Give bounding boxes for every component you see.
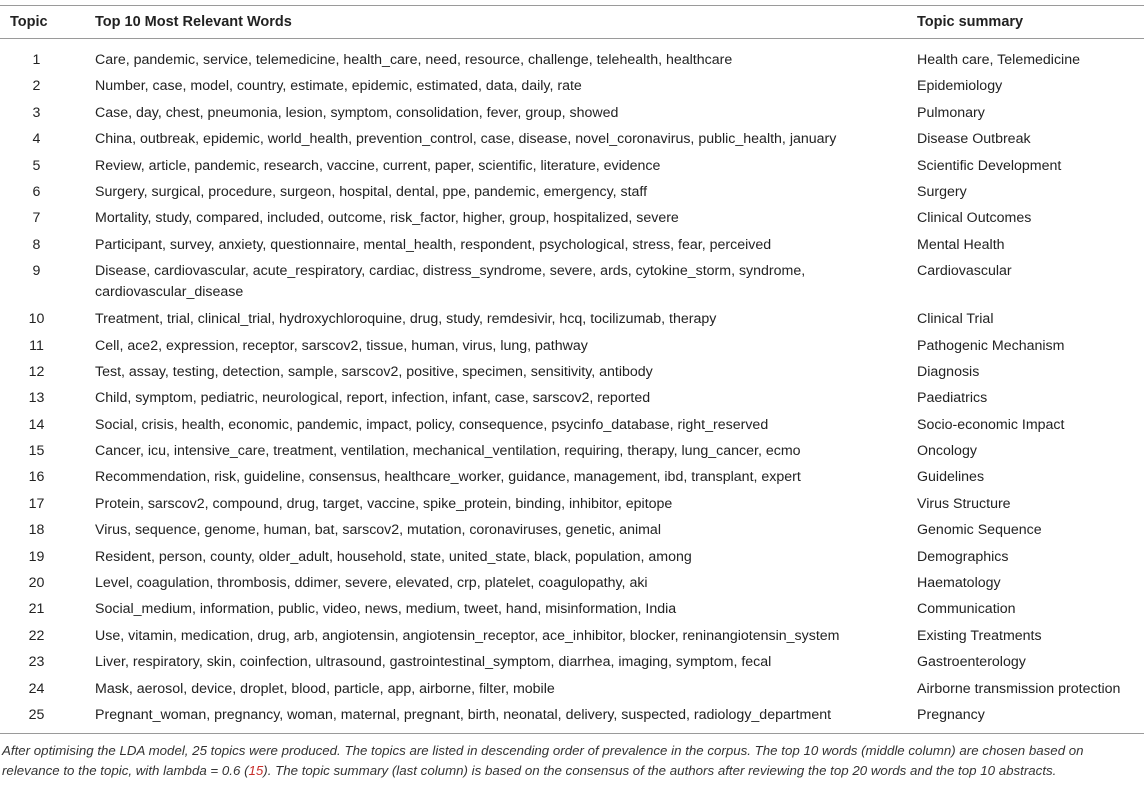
footnote-text-start: After optimising the LDA model, 25 topics were produced. The topics are listed in descending order of prevalence in the corpus. The top 10 words (middle column) are chosen based on relevance to the topic, with lambda = 0.6 (: [2, 743, 1084, 778]
topic-number-cell: 17: [28, 495, 45, 512]
header-row: [0, 6, 1144, 39]
topic-number-cell: 5: [32, 157, 41, 174]
top-words-cell: Cancer, icu, intensive_care, treatment, ventilation, mechanical_ventilation, requiring, therapy, lung_cancer, ecmo: [95, 443, 801, 460]
top-words-cell: Mortality, study, compared, included, outcome, risk_factor, higher, group, hospitalized, severe: [95, 210, 679, 227]
topic-number-cell: 4: [32, 131, 41, 148]
topic-summary-cell: Disease Outbreak: [917, 131, 1031, 148]
topic-summary-cell: Clinical Trial: [917, 311, 994, 328]
table-row: [0, 232, 1144, 258]
table-row: [0, 702, 1144, 734]
topic-summary-cell: Airborne transmission protection: [917, 680, 1121, 697]
topic-summary-cell: Diagnosis: [917, 363, 980, 380]
topic-number-cell: 11: [29, 337, 44, 354]
topic-summary-cell: Pregnancy: [917, 702, 1144, 734]
table-row: [0, 385, 1144, 411]
topic-number-cell: 2: [32, 78, 41, 95]
topic-number-cell: 14: [28, 416, 45, 433]
topic-summary-cell: Cardiovascular: [917, 263, 1012, 280]
table-row: [0, 333, 1144, 359]
topic-number-cell: 1: [32, 52, 41, 68]
footnote-reference-link[interactable]: 15: [248, 763, 264, 778]
topic-summary-cell: Oncology: [917, 443, 977, 460]
top-words-cell: Treatment, trial, clinical_trial, hydroxychloroquine, drug, study, remdesivir, hcq, tocilizumab, therapy: [95, 311, 717, 328]
table-row: [0, 306, 1144, 332]
table-footnote: [2, 741, 1142, 781]
table-row: [0, 258, 1144, 306]
table-row: [0, 205, 1144, 231]
table-row: [0, 100, 1144, 126]
table-row: [0, 570, 1144, 596]
topic-summary-cell: Pulmonary: [917, 104, 985, 121]
topic-summary-cell: Haematology: [917, 575, 1001, 592]
table-row: [0, 179, 1144, 205]
topic-summary-cell: Communication: [917, 601, 1016, 618]
table-header: [0, 6, 1144, 39]
topic-summary-cell: Paediatrics: [917, 390, 988, 407]
table-row: [0, 517, 1144, 543]
top-words-cell: Resident, person, county, older_adult, household, state, united_state, black, population, among: [95, 548, 692, 565]
topic-number-cell: 22: [28, 627, 45, 644]
table-body: [0, 39, 1144, 734]
topic-number-cell: 20: [28, 575, 45, 592]
topic-summary-cell: Pathogenic Mechanism: [917, 337, 1065, 354]
top-words-cell: Protein, sarscov2, compound, drug, target, vaccine, spike_protein, binding, inhibitor, epitope: [95, 495, 673, 512]
header-topic-summary: Topic summary: [917, 6, 1144, 39]
table-row: [0, 39, 1144, 74]
topic-summary-cell: Scientific Development: [917, 157, 1062, 174]
top-words-cell: Disease, cardiovascular, acute_respiratory, cardiac, distress_syndrome, severe, ards, cytokine_storm, syndrome, cardiovascular_disease: [95, 263, 806, 301]
topic-summary-cell: Epidemiology: [917, 78, 1003, 95]
top-words-cell: Participant, survey, anxiety, questionnaire, mental_health, respondent, psychological, stress, fear, perceived: [95, 236, 772, 253]
footnote-text-end: ). The topic summary (last column) is based on the consensus of the authors after reviewing the top 20 words and the top 10 abstracts.: [263, 763, 1057, 778]
topic-number-cell: 18: [28, 522, 45, 539]
topic-number-cell: 10: [28, 311, 45, 328]
table-row: [0, 412, 1144, 438]
top-words-cell: Pregnant_woman, pregnancy, woman, maternal, pregnant, birth, neonatal, delivery, suspected, radiology_department: [95, 702, 917, 734]
top-words-cell: Cell, ace2, expression, receptor, sarscov2, tissue, human, virus, lung, pathway: [95, 337, 588, 354]
topic-number-cell: 15: [28, 443, 45, 460]
table-row: [0, 676, 1144, 702]
top-words-cell: Level, coagulation, thrombosis, ddimer, severe, elevated, crp, platelet, coagulopathy, aki: [95, 575, 648, 592]
top-words-cell: Care, pandemic, service, telemedicine, health_care, need, resource, challenge, telehealth, healthcare: [95, 52, 733, 68]
top-words-cell: Case, day, chest, pneumonia, lesion, symptom, consolidation, fever, group, showed: [95, 104, 619, 121]
topics-table: [0, 5, 1144, 734]
table-row: [0, 596, 1144, 622]
top-words-cell: Mask, aerosol, device, droplet, blood, particle, app, airborne, filter, mobile: [95, 680, 555, 697]
table-row: [0, 359, 1144, 385]
top-words-cell: Review, article, pandemic, research, vaccine, current, paper, scientific, literature, evidence: [95, 157, 661, 174]
top-words-cell: Number, case, model, country, estimate, epidemic, estimated, data, daily, rate: [95, 78, 582, 95]
topic-number-cell: 9: [32, 263, 41, 280]
topic-summary-cell: Demographics: [917, 548, 1009, 565]
top-words-cell: Test, assay, testing, detection, sample, sarscov2, positive, specimen, sensitivity, antibody: [95, 363, 653, 380]
topic-number-cell: 3: [32, 104, 41, 121]
top-words-cell: Liver, respiratory, skin, coinfection, ultrasound, gastrointestinal_symptom, diarrhea, imaging, symptom, fecal: [95, 654, 772, 671]
topic-summary-cell: Socio-economic Impact: [917, 416, 1065, 433]
table-row: [0, 126, 1144, 152]
topic-summary-cell: Mental Health: [917, 236, 1005, 253]
top-words-cell: Social, crisis, health, economic, pandemic, impact, policy, consequence, psycinfo_database, right_reserved: [95, 416, 769, 433]
table-row: [0, 544, 1144, 570]
topic-summary-cell: Genomic Sequence: [917, 522, 1042, 539]
topic-number-cell: 16: [28, 469, 45, 486]
top-words-cell: Use, vitamin, medication, drug, arb, angiotensin, angiotensin_receptor, ace_inhibitor, blocker, reninangiotensin_system: [95, 627, 840, 644]
topic-number-cell: 24: [28, 680, 45, 697]
topic-summary-cell: Guidelines: [917, 469, 985, 486]
topic-number-cell: 6: [32, 183, 41, 200]
topic-summary-cell: Existing Treatments: [917, 627, 1042, 644]
table-row: [0, 649, 1144, 675]
top-words-cell: China, outbreak, epidemic, world_health, prevention_control, case, disease, novel_coronavirus, public_health, january: [95, 131, 837, 148]
header-topic: Topic: [0, 6, 95, 39]
table-row: [0, 438, 1144, 464]
topic-summary-cell: Health care, Telemedicine: [917, 52, 1080, 68]
topic-number-cell: 23: [28, 654, 45, 671]
table-row: [0, 491, 1144, 517]
top-words-cell: Child, symptom, pediatric, neurological, report, infection, infant, case, sarscov2, reported: [95, 390, 651, 407]
topic-number-cell: 19: [28, 548, 45, 565]
top-words-cell: Recommendation, risk, guideline, consensus, healthcare_worker, guidance, management, ibd, transplant, expert: [95, 469, 801, 486]
topic-summary-cell: Virus Structure: [917, 495, 1011, 512]
table-row: [0, 153, 1144, 179]
topic-summary-cell: Clinical Outcomes: [917, 210, 1032, 227]
topic-number-cell: 25: [0, 702, 95, 734]
topic-summary-cell: Surgery: [917, 183, 967, 200]
topic-number-cell: 7: [32, 210, 41, 227]
topic-number-cell: 13: [28, 390, 45, 407]
topic-number-cell: 8: [32, 236, 41, 253]
top-words-cell: Surgery, surgical, procedure, surgeon, hospital, dental, ppe, pandemic, emergency, staff: [95, 183, 648, 200]
top-words-cell: Social_medium, information, public, video, news, medium, tweet, hand, misinformation, India: [95, 601, 677, 618]
topic-number-cell: 21: [28, 601, 45, 618]
header-top-words: Top 10 Most Relevant Words: [95, 6, 917, 39]
table-row: [0, 73, 1144, 99]
topic-summary-cell: Gastroenterology: [917, 654, 1026, 671]
top-words-cell: Virus, sequence, genome, human, bat, sarscov2, mutation, coronaviruses, genetic, animal: [95, 522, 661, 539]
table-row: [0, 623, 1144, 649]
table-row: [0, 464, 1144, 490]
topic-number-cell: 12: [28, 363, 45, 380]
